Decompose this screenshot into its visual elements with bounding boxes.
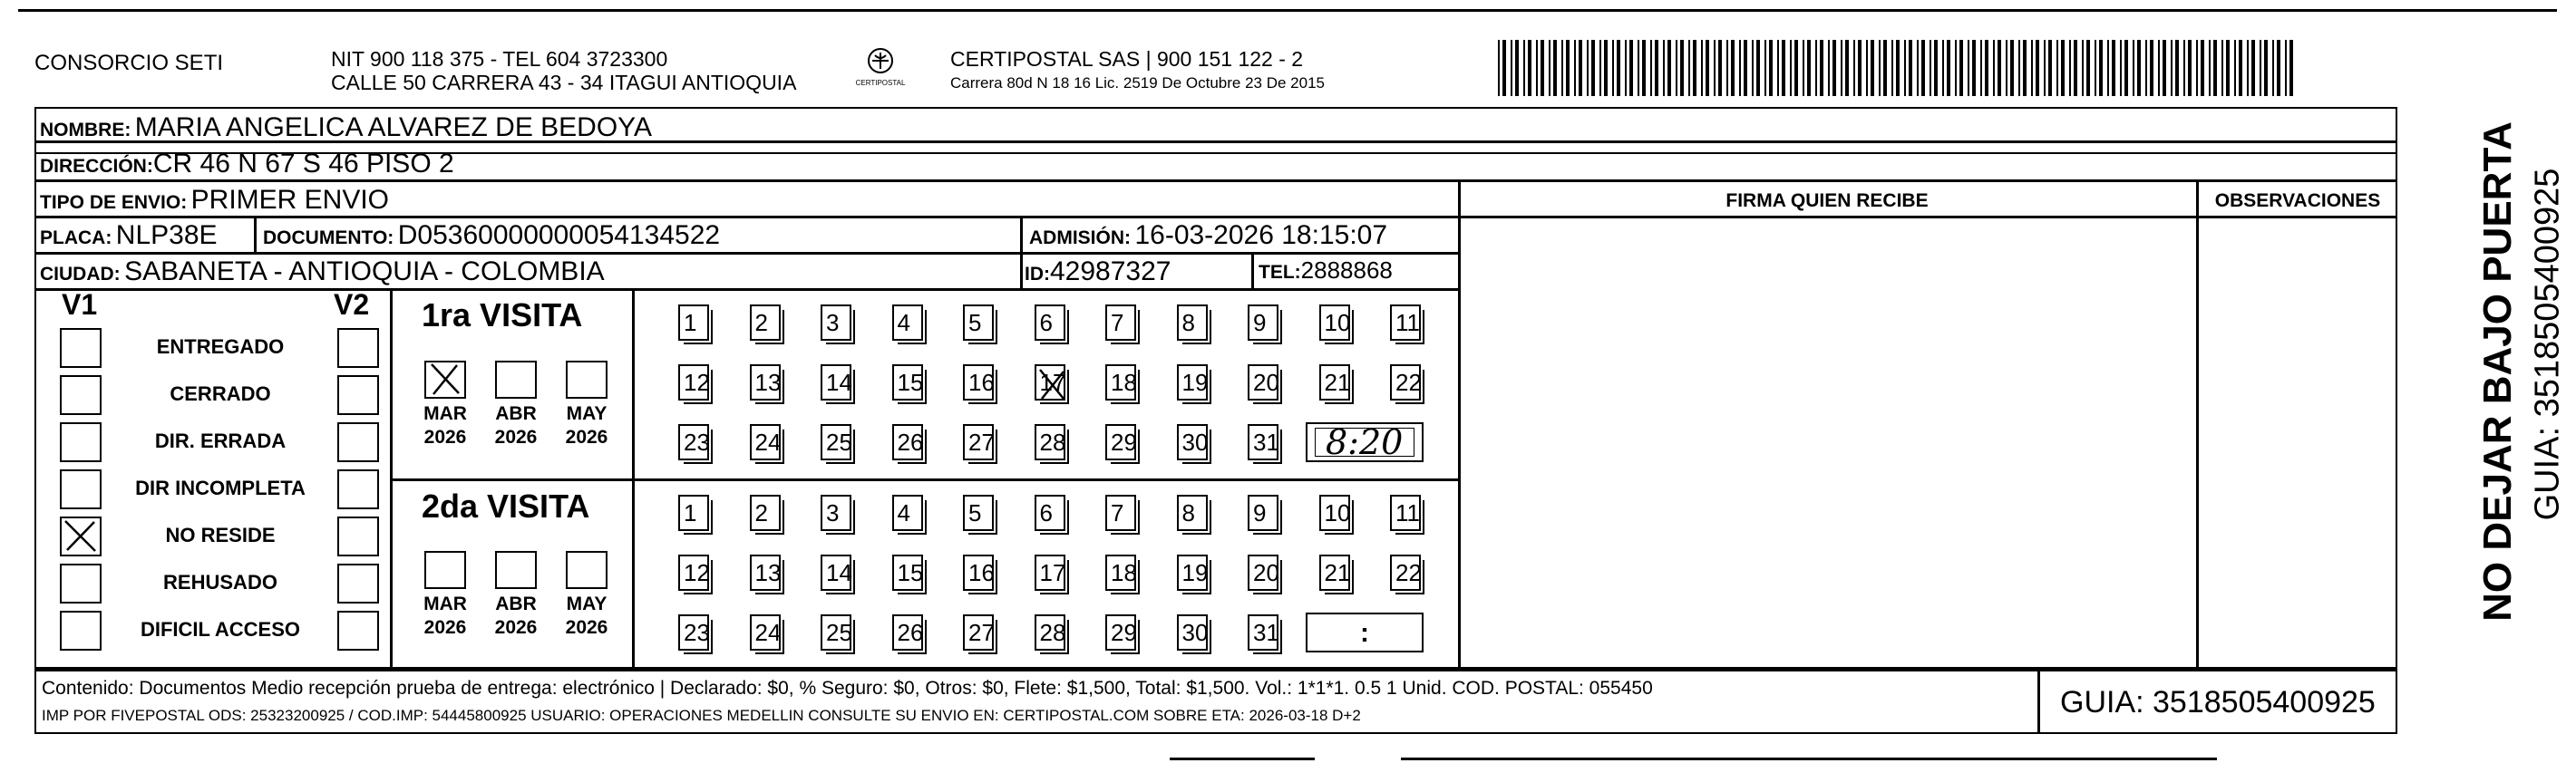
tel-row: TEL:2888868 <box>1259 256 1393 284</box>
day-number: 26 <box>897 619 924 646</box>
visit1-day-box[interactable] <box>1035 364 1065 401</box>
visit-divider <box>390 478 1458 481</box>
reason-label: NO RESIDE <box>165 524 276 546</box>
reason-label: DIFICIL ACCESO <box>140 618 300 641</box>
visit2-time-value: : <box>1360 618 1369 648</box>
certipostal-logo <box>855 45 906 92</box>
day-number: 23 <box>684 429 710 456</box>
visit1-month-label: ABR 2026 <box>494 403 538 448</box>
visit1-time-box[interactable] <box>1306 422 1424 462</box>
day-number: 4 <box>897 309 910 336</box>
address-line: CALLE 50 CARRERA 43 - 34 ITAGUI ANTIOQUIA <box>331 71 797 94</box>
visit2-day-box[interactable] <box>821 555 851 591</box>
documento-row: DOCUMENTO: D05360000000054134522 <box>263 220 721 250</box>
visit1-day-box[interactable] <box>821 424 851 460</box>
v2-checkbox[interactable] <box>337 469 379 509</box>
visit1-day-box[interactable] <box>892 304 923 341</box>
reason-label: DIR INCOMPLETA <box>135 477 306 499</box>
day-number: 22 <box>1395 559 1422 586</box>
visit2-day-box[interactable] <box>963 614 994 651</box>
direccion-value: CR 46 N 67 S 46 PISO 2 <box>152 149 454 179</box>
tel-value: 2888868 <box>1300 256 1393 284</box>
visit2-day-box[interactable] <box>1105 614 1136 651</box>
visit2-day-box[interactable] <box>892 495 923 531</box>
row-line-2 <box>34 179 2397 182</box>
visit1-day-box[interactable] <box>678 364 709 401</box>
visit2-time-box[interactable] <box>1306 613 1424 652</box>
day-number: 19 <box>1181 559 1209 586</box>
day-number: 8 <box>1181 309 1195 336</box>
day-number: 28 <box>1039 429 1066 456</box>
day-number: 16 <box>968 369 995 396</box>
admision-row: ADMISIÓN: 16-03-2026 18:15:07 <box>1029 220 1388 250</box>
day-number: 12 <box>684 559 710 586</box>
visit1-month-checkbox[interactable] <box>566 361 608 399</box>
v2-label: V2 <box>334 288 370 321</box>
visit2-day-box[interactable] <box>1248 555 1278 591</box>
no-dejar-warning: NO DEJAR BAJO PUERTA <box>2475 121 2520 622</box>
day-number: 3 <box>826 309 840 336</box>
day-number: 28 <box>1039 619 1066 646</box>
day-number: 5 <box>968 499 982 526</box>
visit2-day-box[interactable] <box>821 495 851 531</box>
v2-checkbox[interactable] <box>337 611 379 651</box>
visit2-day-box[interactable] <box>1319 495 1350 531</box>
visit2-day-box[interactable] <box>892 614 923 651</box>
v1-checkbox[interactable] <box>60 328 102 368</box>
day-number: 1 <box>684 499 697 526</box>
v1-checkbox[interactable] <box>60 611 102 651</box>
visit2-day-box[interactable] <box>1248 614 1278 651</box>
footer-print-info: IMP POR FIVEPOSTAL ODS: 25323200925 / COD.IMP: 54445800925 USUARIO: OPERACIONES MEDELLIN CONSULTE SU ENVIO EN: CERTIPOSTAL.COM SOBRE ETA: 2026-03-18 D+2 <box>42 707 1361 724</box>
visit2-day-box[interactable] <box>1319 555 1350 591</box>
admision-divider <box>1020 216 1023 288</box>
visit2-title: 2da VISITA <box>422 488 590 525</box>
visit1-day-box[interactable] <box>750 424 781 460</box>
day-number: 1 <box>684 309 697 336</box>
day-number: 9 <box>1253 499 1267 526</box>
visit2-day-box[interactable] <box>1177 555 1208 591</box>
certipostal-license: Carrera 80d N 18 16 Lic. 2519 De Octubre 23 De 2015 <box>950 74 1325 92</box>
visit1-day-box[interactable] <box>1105 424 1136 460</box>
placa-row: PLACA: NLP38E <box>40 220 218 250</box>
day-number: 31 <box>1253 619 1279 646</box>
visit2-day-box[interactable] <box>750 555 781 591</box>
visit2-month-label: MAY 2026 <box>565 594 608 638</box>
visit1-day-box[interactable] <box>1319 304 1350 341</box>
day-number: 20 <box>1253 559 1279 586</box>
v1-checkbox[interactable] <box>60 517 102 556</box>
visit1-day-box[interactable] <box>892 424 923 460</box>
nit-line: NIT 900 118 375 - TEL 604 3723300 <box>331 47 668 71</box>
day-number: 10 <box>1324 499 1351 526</box>
day-number: 25 <box>826 619 852 646</box>
bottom-rule-1 <box>1170 758 1315 760</box>
visit1-day-box[interactable] <box>750 304 781 341</box>
firma-label: FIRMA QUIEN RECIBE <box>1725 190 1929 211</box>
day-number: 29 <box>1111 619 1137 646</box>
visit1-day-box[interactable] <box>1390 364 1421 401</box>
visit1-day-box[interactable] <box>1248 304 1278 341</box>
day-number: 4 <box>897 499 910 526</box>
day-number: 29 <box>1111 429 1137 456</box>
visit1-day-box[interactable] <box>678 304 709 341</box>
v1-label: V1 <box>62 288 98 321</box>
day-number: 27 <box>968 619 995 646</box>
day-number: 2 <box>754 499 768 526</box>
visit2-day-box[interactable] <box>1177 614 1208 651</box>
id-value: 42987327 <box>1050 256 1171 286</box>
certipostal-line: CERTIPOSTAL SAS | 900 151 122 - 2 <box>950 47 1304 71</box>
visit2-day-box[interactable] <box>1390 495 1421 531</box>
visit1-time-value: 8:20 <box>1326 422 1404 462</box>
day-number: 14 <box>826 369 852 396</box>
visit2-day-box[interactable] <box>1035 495 1065 531</box>
direccion-row: DIRECCIÓN:CR 46 N 67 S 46 PISO 2 <box>40 149 454 179</box>
day-number: 11 <box>1395 499 1420 526</box>
visit2-month-label: ABR 2026 <box>494 594 538 638</box>
day-number: 18 <box>1111 369 1137 396</box>
reason-label: CERRADO <box>170 382 271 405</box>
v1-checkbox[interactable] <box>60 564 102 604</box>
obs-divider <box>2196 179 2199 669</box>
bottom-rule-2 <box>1401 758 2217 760</box>
visit1-month-label: MAR 2026 <box>423 403 467 448</box>
firma-header-line <box>1458 216 2397 218</box>
v2-checkbox[interactable] <box>337 564 379 604</box>
tel-divider <box>1251 252 1254 288</box>
visit1-day-box[interactable] <box>821 364 851 401</box>
reason-label: ENTREGADO <box>156 335 285 358</box>
v2-checkbox[interactable] <box>337 375 379 415</box>
visit1-month-checkbox[interactable] <box>424 361 466 399</box>
day-number: 11 <box>1395 309 1420 336</box>
visit1-day-box[interactable] <box>1035 424 1065 460</box>
visit1-day-box[interactable] <box>678 424 709 460</box>
visit1-day-box[interactable] <box>1319 364 1350 401</box>
barcode <box>1498 40 2296 96</box>
visit1-day-box[interactable] <box>963 364 994 401</box>
top-rule <box>18 9 2557 12</box>
visit1-day-box[interactable] <box>821 304 851 341</box>
placa-value: NLP38E <box>115 220 218 250</box>
day-number: 31 <box>1253 429 1279 456</box>
visit2-day-box[interactable] <box>750 614 781 651</box>
v1-checkbox[interactable] <box>60 422 102 462</box>
documento-value: D05360000000054134522 <box>397 220 721 250</box>
visit2-month-label: MAR 2026 <box>423 594 467 638</box>
day-number: 12 <box>684 369 710 396</box>
day-number: 27 <box>968 429 995 456</box>
day-number: 6 <box>1039 309 1053 336</box>
visit2-day-box[interactable] <box>963 495 994 531</box>
visit2-day-box[interactable] <box>1105 555 1136 591</box>
ciudad-value: SABANETA - ANTIOQUIA - COLOMBIA <box>124 256 605 286</box>
day-number: 6 <box>1039 499 1053 526</box>
day-number: 15 <box>897 559 924 586</box>
visit2-day-box[interactable] <box>1248 495 1278 531</box>
visit1-month-label: MAY 2026 <box>565 403 608 448</box>
day-number: 21 <box>1324 369 1351 396</box>
visit1-day-box[interactable] <box>963 424 994 460</box>
visit2-day-box[interactable] <box>963 555 994 591</box>
visit1-day-box[interactable] <box>1390 304 1421 341</box>
visit1-day-box[interactable] <box>1248 424 1278 460</box>
tipo-value: PRIMER ENVIO <box>190 185 390 215</box>
day-number: 19 <box>1181 369 1209 396</box>
side-guia: GUIA: 3518505400925 <box>2528 168 2567 521</box>
day-number: 7 <box>1111 309 1124 336</box>
visit1-day-box[interactable] <box>750 364 781 401</box>
reason-label: DIR. ERRADA <box>154 430 287 452</box>
visit1-day-box[interactable] <box>1105 304 1136 341</box>
id-row: ID:42987327 <box>1025 256 1171 286</box>
day-number: 13 <box>754 369 782 396</box>
observaciones-label: OBSERVACIONES <box>2214 190 2381 211</box>
visit2-day-box[interactable] <box>1035 555 1065 591</box>
day-number: 23 <box>684 619 710 646</box>
svg-text:CERTIPOSTAL: CERTIPOSTAL <box>855 79 906 87</box>
visit1-day-box[interactable] <box>892 364 923 401</box>
reason-label: REHUSADO <box>163 571 277 594</box>
visit2-day-box[interactable] <box>678 614 709 651</box>
visit1-day-box[interactable] <box>1035 304 1065 341</box>
day-number: 21 <box>1324 559 1351 586</box>
v1-checkbox[interactable] <box>60 469 102 509</box>
visit2-month-checkbox[interactable] <box>495 551 537 589</box>
day-number: 9 <box>1253 309 1267 336</box>
day-number: 30 <box>1181 429 1209 456</box>
ciudad-row: CIUDAD: SABANETA - ANTIOQUIA - COLOMBIA <box>40 256 605 286</box>
visit1-day-box[interactable] <box>1177 364 1208 401</box>
day-number: 20 <box>1253 369 1279 396</box>
v2-checkbox[interactable] <box>337 422 379 462</box>
row-line-4 <box>34 252 1458 255</box>
day-number: 5 <box>968 309 982 336</box>
day-number: 13 <box>754 559 782 586</box>
footer-guia: GUIA: 3518505400925 <box>2060 685 2376 720</box>
visit1-day-box[interactable] <box>1177 424 1208 460</box>
footer-contents: Contenido: Documentos Medio recepción prueba de entrega: electrónico | Declarado: $0, % Seguro: $0, Otros: $0, Flete: $1,500, Total: $1,500. Vol.: 1*1*1. 0.5 1 Unid. COD. POSTAL: 055450 <box>42 678 1653 699</box>
visit1-title: 1ra VISITA <box>422 296 583 333</box>
visit1-day-box[interactable] <box>1177 304 1208 341</box>
v2-checkbox[interactable] <box>337 517 379 556</box>
visit2-day-box[interactable] <box>892 555 923 591</box>
row-line-5 <box>34 288 1458 291</box>
tipo-row: TIPO DE ENVIO: PRIMER ENVIO <box>40 185 390 215</box>
visit2-day-box[interactable] <box>1177 495 1208 531</box>
visit2-day-box[interactable] <box>678 495 709 531</box>
visit1-month-checkbox[interactable] <box>495 361 537 399</box>
day-number: 15 <box>897 369 924 396</box>
day-number: 24 <box>754 619 782 646</box>
day-number: 30 <box>1181 619 1209 646</box>
day-number: 22 <box>1395 369 1422 396</box>
day-number: 8 <box>1181 499 1195 526</box>
v2-checkbox[interactable] <box>337 328 379 368</box>
visit2-month-checkbox[interactable] <box>424 551 466 589</box>
admision-value: 16-03-2026 18:15:07 <box>1134 220 1388 250</box>
visit2-day-box[interactable] <box>1105 495 1136 531</box>
day-number: 25 <box>826 429 852 456</box>
x-mark-icon <box>426 362 463 396</box>
day-number: 7 <box>1111 499 1124 526</box>
visit1-day-box[interactable] <box>1248 364 1278 401</box>
visit2-day-box[interactable] <box>821 614 851 651</box>
day-number: 14 <box>826 559 852 586</box>
day-number: 24 <box>754 429 782 456</box>
firma-divider <box>1458 179 1461 669</box>
visit1-day-box[interactable] <box>963 304 994 341</box>
row-line-3 <box>34 216 1458 218</box>
day-number: 17 <box>1039 559 1066 586</box>
visit2-day-box[interactable] <box>1390 555 1421 591</box>
v1-checkbox[interactable] <box>60 375 102 415</box>
placa-divider <box>254 216 257 252</box>
day-number: 16 <box>968 559 995 586</box>
day-number: 2 <box>754 309 768 336</box>
day-number: 3 <box>826 499 840 526</box>
visit1-day-box[interactable] <box>1105 364 1136 401</box>
nombre-value: MARIA ANGELICA ALVAREZ DE BEDOYA <box>134 112 652 142</box>
visit2-day-box[interactable] <box>1035 614 1065 651</box>
day-number: 18 <box>1111 559 1137 586</box>
visit2-day-box[interactable] <box>678 555 709 591</box>
company-name: CONSORCIO SETI <box>34 51 224 75</box>
nombre-row: NOMBRE: MARIA ANGELICA ALVAREZ DE BEDOYA <box>40 112 652 142</box>
visit2-month-checkbox[interactable] <box>566 551 608 589</box>
x-mark-icon <box>62 518 99 554</box>
day-number: 17 <box>1039 369 1066 396</box>
visit2-day-box[interactable] <box>750 495 781 531</box>
day-number: 26 <box>897 429 924 456</box>
day-number: 10 <box>1324 309 1351 336</box>
